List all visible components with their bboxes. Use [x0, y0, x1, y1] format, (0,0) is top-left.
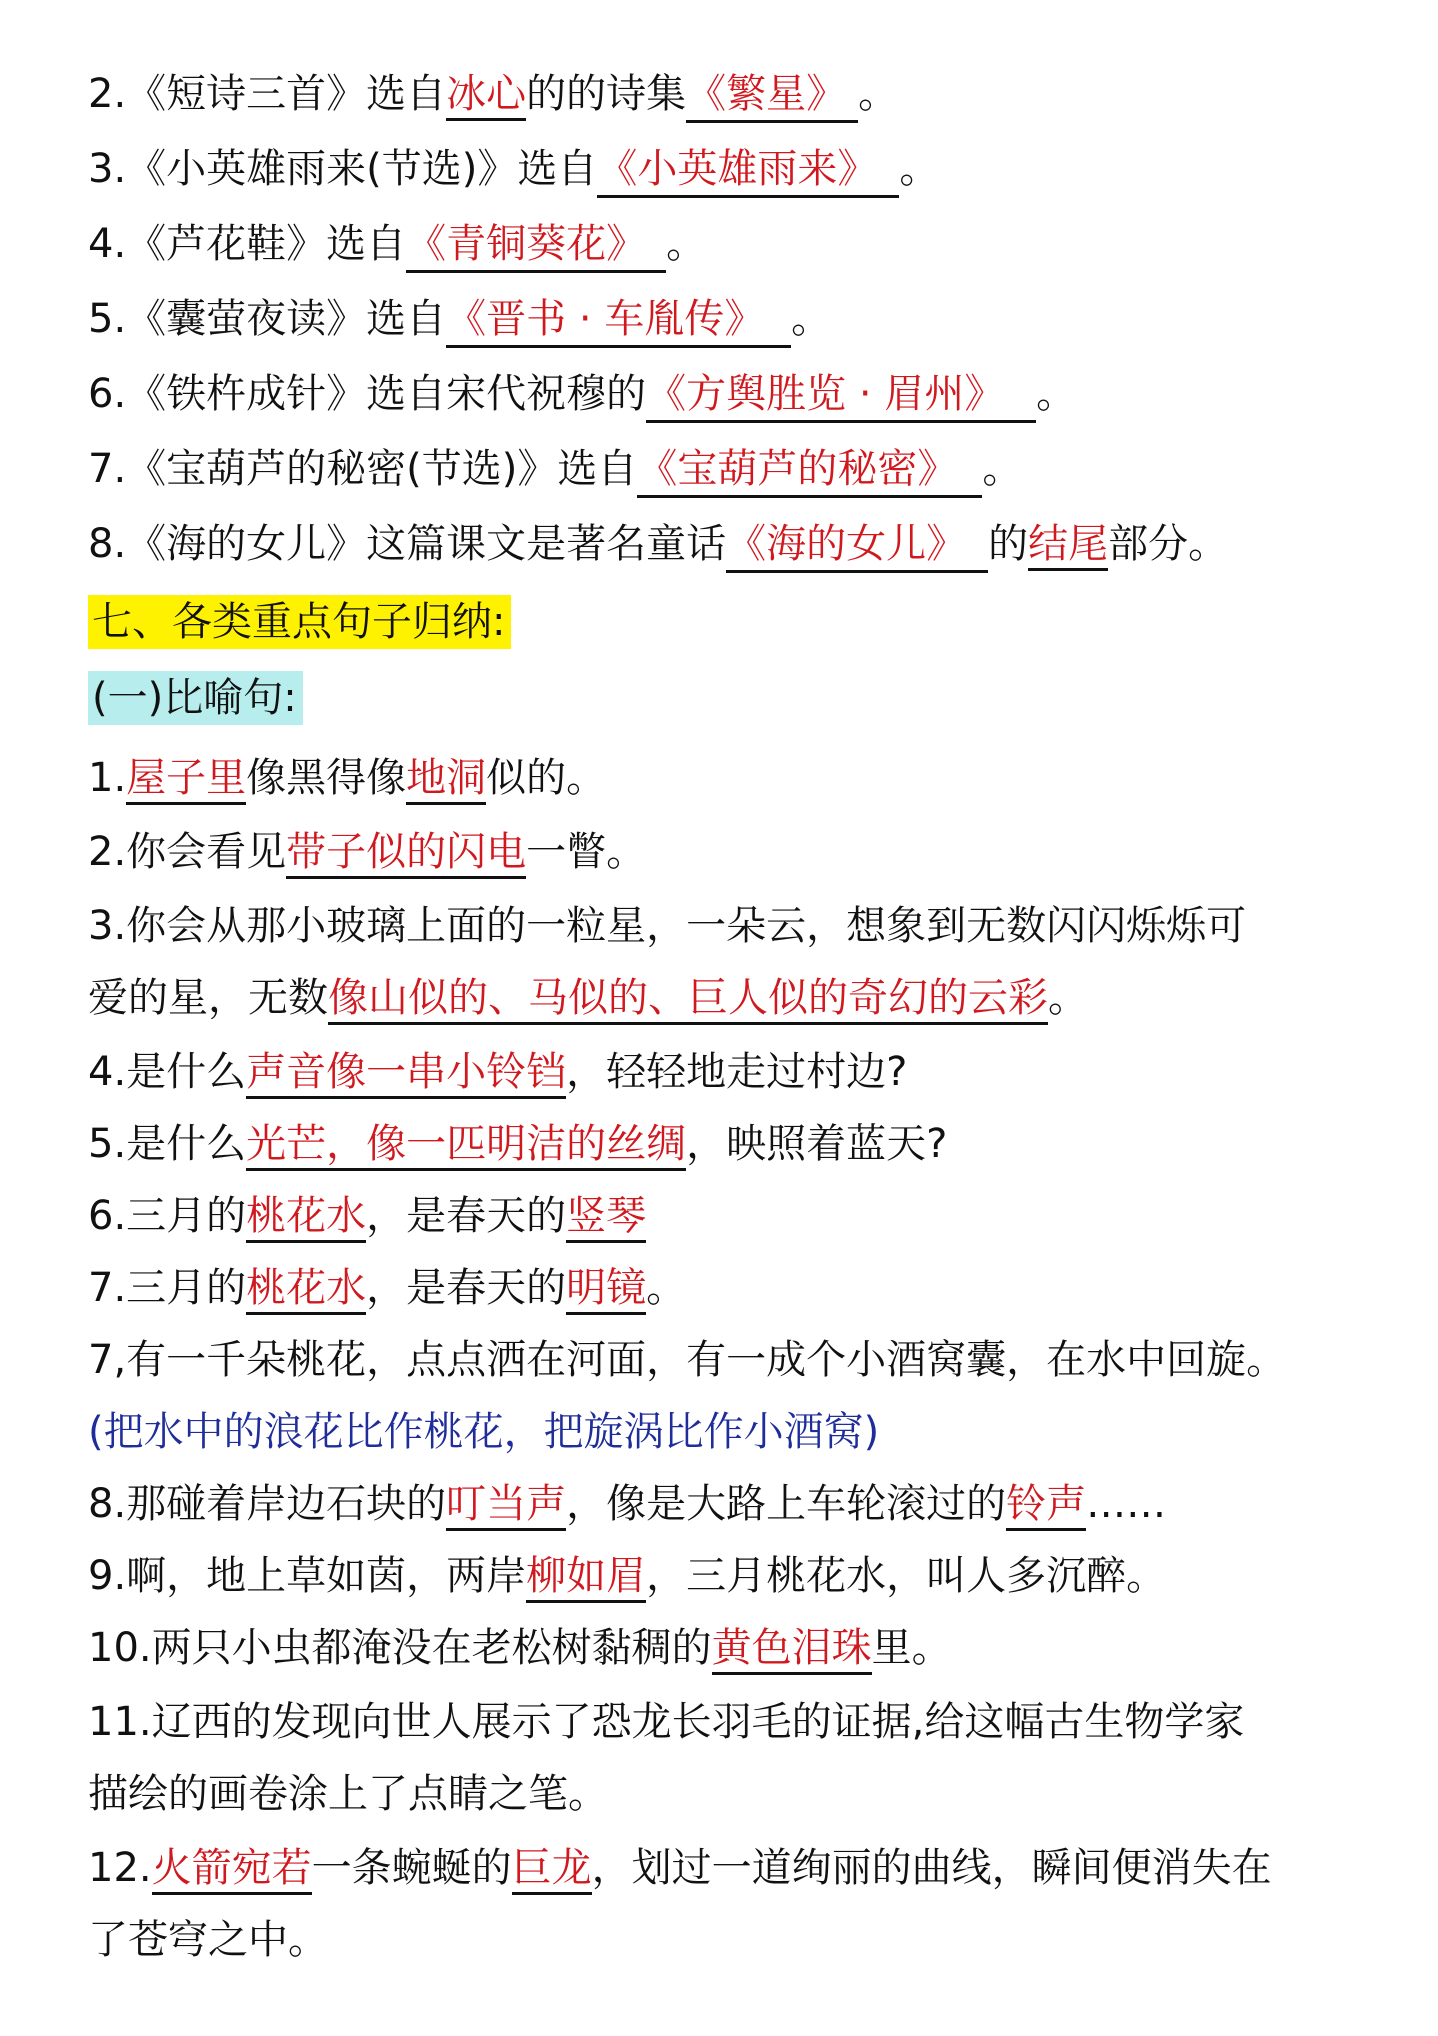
highlight-text: 明镜 [566, 1265, 646, 1315]
sentence-text: 像黑得像 [246, 755, 407, 801]
sentence-1 [88, 752, 1398, 804]
sentence-text: 。 [646, 1265, 687, 1311]
answer-blank: 《晋书 · 车胤传》 [446, 295, 791, 348]
sentence-text: 一条蜿蜒的 [311, 1845, 512, 1891]
subsection-title: (一)比喻句: [88, 671, 303, 725]
sentence-12-line-1 [88, 1842, 1398, 1894]
subsection-heading [88, 672, 1398, 724]
sentence-text: 5.是什么 [88, 1121, 247, 1167]
question-text: 部分。 [1108, 521, 1229, 567]
sentence-text: 2.你会看见 [88, 829, 287, 875]
sentence-9 [88, 1550, 1398, 1602]
highlight-text: 声音像一串小铃铛 [246, 1049, 566, 1099]
section-title: 七、各类重点句子归纳: [88, 595, 511, 649]
sentence-text: 。 [1048, 975, 1088, 1021]
highlight-text: 像山似的、马似的、巨人似的奇幻的云彩 [328, 975, 1048, 1025]
question-text: 3.《小英雄雨来(节选)》选自 [88, 146, 598, 192]
sentence-text: 1. [88, 755, 127, 801]
answer-blank: 《小英雄雨来》 [597, 145, 899, 198]
sentence-12-line-2 [88, 1914, 1398, 1966]
sentence-text: 11.辽西的发现向世人展示了恐龙长羽毛的证据,给这幅古生物学家 [88, 1699, 1245, 1745]
highlight-text: 地洞 [406, 755, 486, 805]
sentence-10 [88, 1622, 1398, 1674]
sentence-text: 了苍穹之中。 [88, 1917, 328, 1963]
sentence-11-line-1 [88, 1696, 1398, 1748]
highlight-text: 铃声 [1006, 1481, 1086, 1531]
highlight-text: 竖琴 [566, 1193, 646, 1243]
explanation-note: (把水中的浪花比作桃花，把旋涡比作小酒窝) [88, 1409, 880, 1455]
answer-author: 冰心 [446, 71, 526, 121]
question-text: 的 [988, 521, 1029, 567]
sentence-7b [88, 1334, 1398, 1386]
highlight-text: 桃花水 [246, 1193, 366, 1243]
sentence-text: 一瞥。 [526, 829, 647, 875]
highlight-text: 光芒，像一匹明洁的丝绸 [246, 1121, 686, 1171]
sentence-3-line-1 [88, 900, 1398, 952]
sentence-text: ，是春天的 [366, 1265, 567, 1311]
question-text: 。 [666, 221, 707, 267]
question-text: 5.《囊萤夜读》选自 [88, 296, 447, 342]
section-heading [88, 596, 1398, 648]
sentence-6 [88, 1190, 1398, 1242]
sentence-text: 似的。 [486, 755, 607, 801]
sentence-text: 9.啊，地上草如茵，两岸 [88, 1553, 527, 1599]
question-text: 。 [791, 296, 832, 342]
question-text: 。 [858, 71, 899, 117]
answer-blank: 《方舆胜览 · 眉州》 [646, 370, 1036, 423]
sentence-text: 3.你会从那小玻璃上面的一粒星，一朵云，想象到无数闪闪烁烁可 [88, 903, 1247, 949]
highlight-text: 黄色泪珠 [712, 1625, 872, 1675]
sentence-text: ，划过一道绚丽的曲线，瞬间便消失在 [591, 1845, 1272, 1891]
sentence-3-line-2 [88, 972, 1398, 1024]
sentence-text: ，三月桃花水，叫人多沉醉。 [646, 1553, 1167, 1599]
source-line-2 [88, 68, 1398, 123]
source-line-3 [88, 143, 1398, 198]
source-line-5 [88, 293, 1398, 348]
question-text: 的的诗集 [526, 71, 687, 117]
sentence-text: 爱的星，无数 [88, 975, 328, 1021]
question-text: 4.《芦花鞋》选自 [88, 221, 407, 267]
highlight-text: 巨龙 [512, 1845, 592, 1895]
sentence-text: 12. [88, 1845, 152, 1891]
answer-blank: 《繁星》 [686, 70, 858, 123]
sentence-text: 7,有一千朵桃花，点点洒在河面，有一成个小酒窝囊，在水中回旋。 [88, 1337, 1287, 1383]
sentence-7b-note [88, 1406, 1398, 1458]
question-text: 。 [899, 146, 940, 192]
source-line-7 [88, 443, 1398, 498]
sentence-text: ，像是大路上车轮滚过的 [566, 1481, 1007, 1527]
sentence-7 [88, 1262, 1398, 1314]
highlight-text: 桃花水 [246, 1265, 366, 1315]
sentence-text: …… [1086, 1481, 1167, 1527]
sentence-5 [88, 1118, 1398, 1170]
sentence-4 [88, 1046, 1398, 1098]
sentence-text: 描绘的画卷涂上了点睛之笔。 [88, 1771, 608, 1817]
sentence-8 [88, 1478, 1398, 1530]
question-text: 6.《铁杵成针》选自宋代祝穆的 [88, 371, 647, 417]
highlight-text: 火箭宛若 [152, 1845, 312, 1895]
sentence-text: ，轻轻地走过村边? [566, 1049, 908, 1095]
highlight-text: 柳如眉 [526, 1553, 646, 1603]
sentence-text: ，映照着蓝天? [686, 1121, 948, 1167]
answer-blank: 《海的女儿》 [726, 520, 988, 573]
question-text: 7.《宝葫芦的秘密(节选)》选自 [88, 446, 638, 492]
highlight-text: 叮当声 [446, 1481, 566, 1531]
sentence-text: 8.那碰着岸边石块的 [88, 1481, 447, 1527]
source-line-6 [88, 368, 1398, 423]
question-text: 8.《海的女儿》这篇课文是著名童话 [88, 521, 727, 567]
sentence-text: 6.三月的 [88, 1193, 247, 1239]
question-text: 。 [982, 446, 1023, 492]
sentence-text: ，是春天的 [366, 1193, 567, 1239]
highlight-text: 带子似的闪电 [286, 829, 526, 879]
sentence-2 [88, 826, 1398, 878]
highlight-text: 屋子里 [126, 755, 246, 805]
source-line-4 [88, 218, 1398, 273]
sentence-11-line-2 [88, 1768, 1398, 1820]
question-text: 2.《短诗三首》选自 [88, 71, 447, 117]
sentence-text: 里。 [871, 1625, 952, 1671]
source-line-8 [88, 518, 1398, 573]
answer-blank: 《宝葫芦的秘密》 [637, 445, 982, 498]
sentence-text: 4.是什么 [88, 1049, 247, 1095]
question-text: 。 [1036, 371, 1077, 417]
answer-blank: 《青铜葵花》 [406, 220, 666, 273]
sentence-text: 10.两只小虫都淹没在老松树黏稠的 [88, 1625, 712, 1671]
sentence-text: 7.三月的 [88, 1265, 247, 1311]
answer-word: 结尾 [1028, 521, 1108, 571]
